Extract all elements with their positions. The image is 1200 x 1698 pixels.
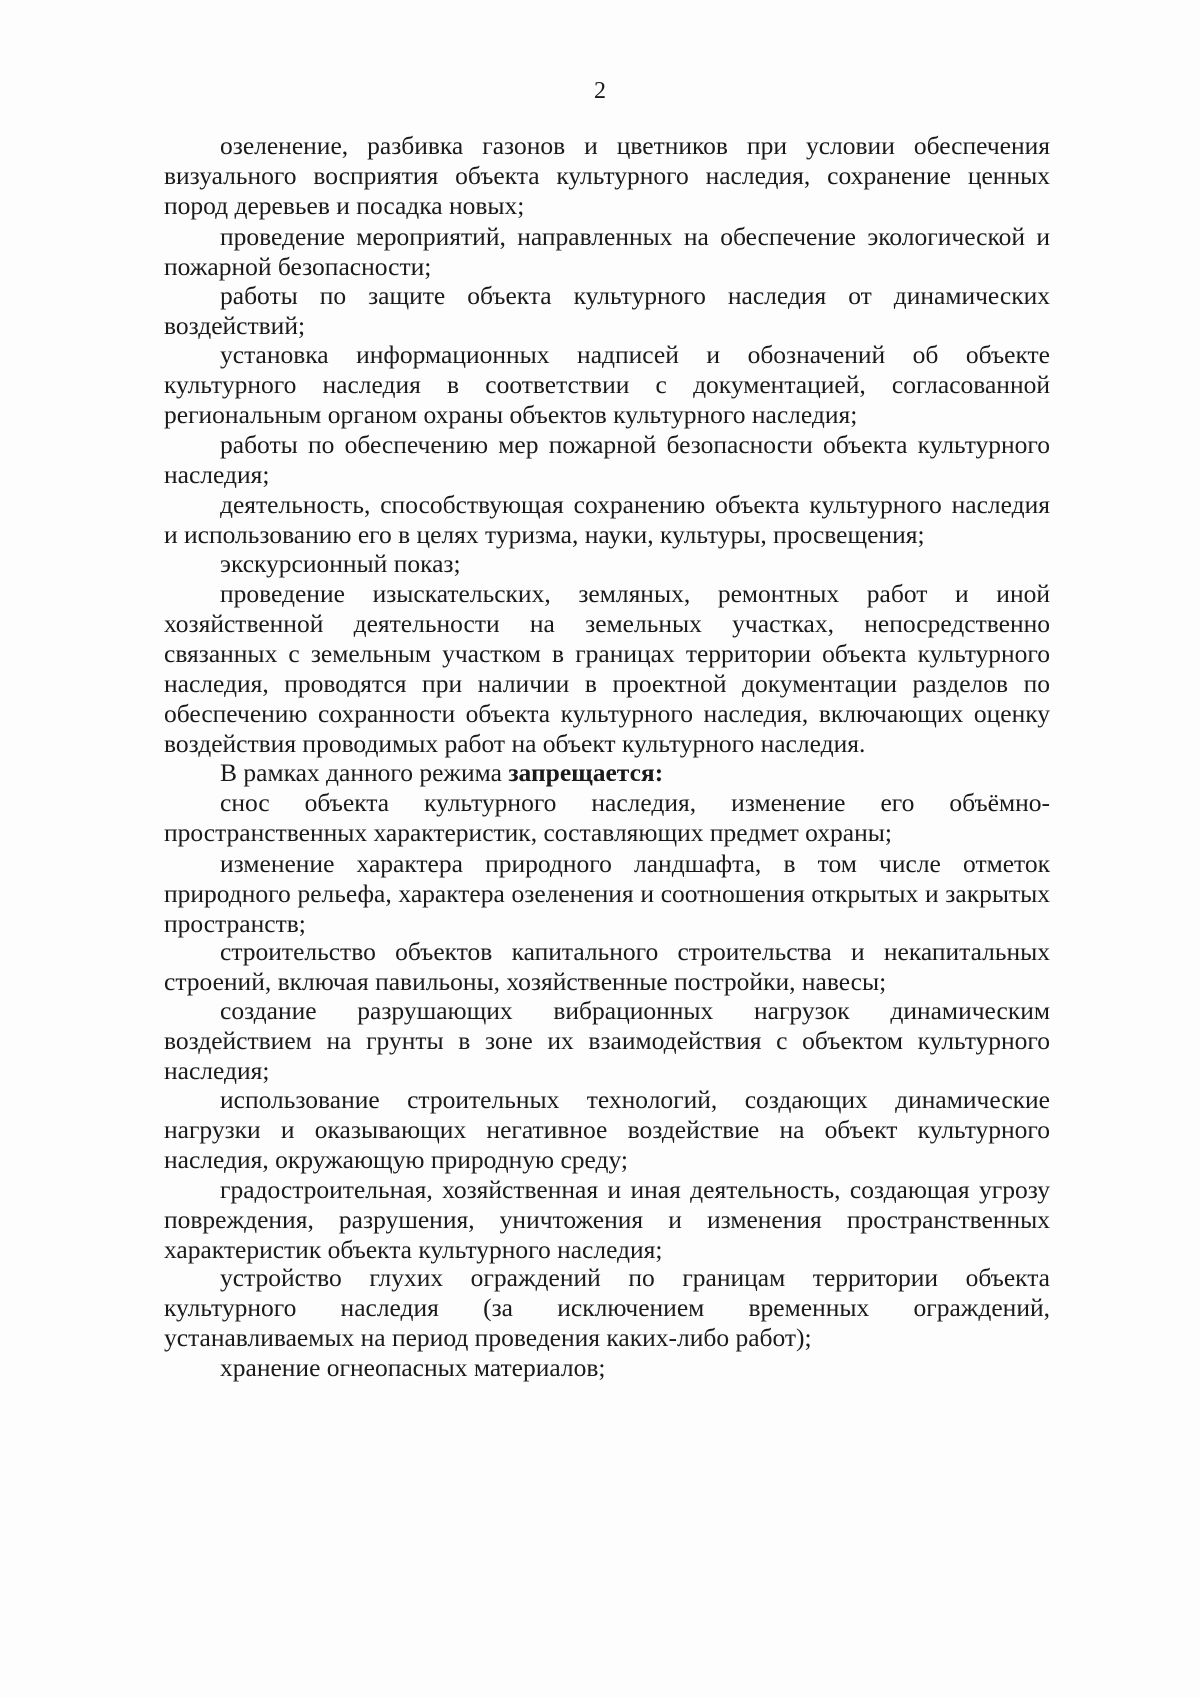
paragraph-information-signs: установка информационных надписей и обозначений об объекте культурного наследия в соответствии с документацией, согласованной региональным органом охраны объектов культурного наследия; xyxy=(164,340,1050,429)
prohibited-flammable-storage: хранение огнеопасных материалов; xyxy=(220,1353,606,1382)
paragraph-excursion: экскурсионный показ; xyxy=(220,549,461,578)
prohibition-intro-lead: В рамках данного режима xyxy=(220,758,509,787)
prohibited-vibration: создание разрушающих вибрационных нагрузок динамическим воздействием на грунты в зоне их взаимодействия с объектом культурного наследия; xyxy=(164,996,1050,1085)
paragraph-safety-measures: проведение мероприятий, направленных на обеспечение экологической и пожарной безопасности; xyxy=(164,222,1050,281)
paragraph-preservation-use: деятельность, способствующая сохранению объекта культурного наследия и использованию его в целях туризма, науки, культуры, просвещения; xyxy=(164,490,1050,549)
page-number: 2 xyxy=(594,78,606,104)
paragraph-fire-safety: работы по обеспечению мер пожарной безопасности объекта культурного наследия; xyxy=(164,430,1050,489)
prohibited-landscape-change: изменение характера природного ландшафта, в том числе отметок природного рельефа, характера озеленения и соотношения открытых и закрытых пространств; xyxy=(164,849,1050,938)
paragraph-dynamic-protection: работы по защите объекта культурного наследия от динамических воздействий; xyxy=(164,281,1050,340)
prohibited-construction: строительство объектов капитального строительства и некапитальных строений, включая павильоны, хозяйственные постройки, навесы; xyxy=(164,937,1050,996)
prohibited-technologies: использование строительных технологий, создающих динамические нагрузки и оказывающих негативное воздействие на объект культурного наследия, окружающую природную среду; xyxy=(164,1085,1050,1174)
prohibited-urban-activity: градостроительная, хозяйственная и иная деятельность, создающая угрозу повреждения, разрушения, уничтожения и изменения пространственных характеристик объекта культурного наследия; xyxy=(164,1175,1050,1264)
prohibited-demolition: снос объекта культурного наследия, изменение его объёмно-пространственных характеристик, составляющих предмет охраны; xyxy=(164,788,1050,847)
prohibited-solid-fences: устройство глухих ограждений по границам территории объекта культурного наследия (за исключением временных ограждений, устанавливаемых на период проведения каких-либо работ); xyxy=(164,1263,1050,1352)
paragraph-landscaping: озеленение, разбивка газонов и цветников при условии обеспечения визуального восприятия объекта культурного наследия, сохранение ценных пород деревьев и посадка новых; xyxy=(164,131,1050,220)
prohibition-intro xyxy=(164,758,1050,788)
prohibition-intro-emphasis: запрещается: xyxy=(508,758,664,787)
paragraph-earthworks: проведение изыскательских, земляных, ремонтных работ и иной хозяйственной деятельности на земельных участках, непосредственно связанных с земельным участком в границах территории объекта культурного наследия, проводятся при наличии в проектной документации разделов по обеспечению сохранности объекта культурного наследия, включающих оценку воздействия проводимых работ на объект культурного наследия. xyxy=(164,579,1050,758)
